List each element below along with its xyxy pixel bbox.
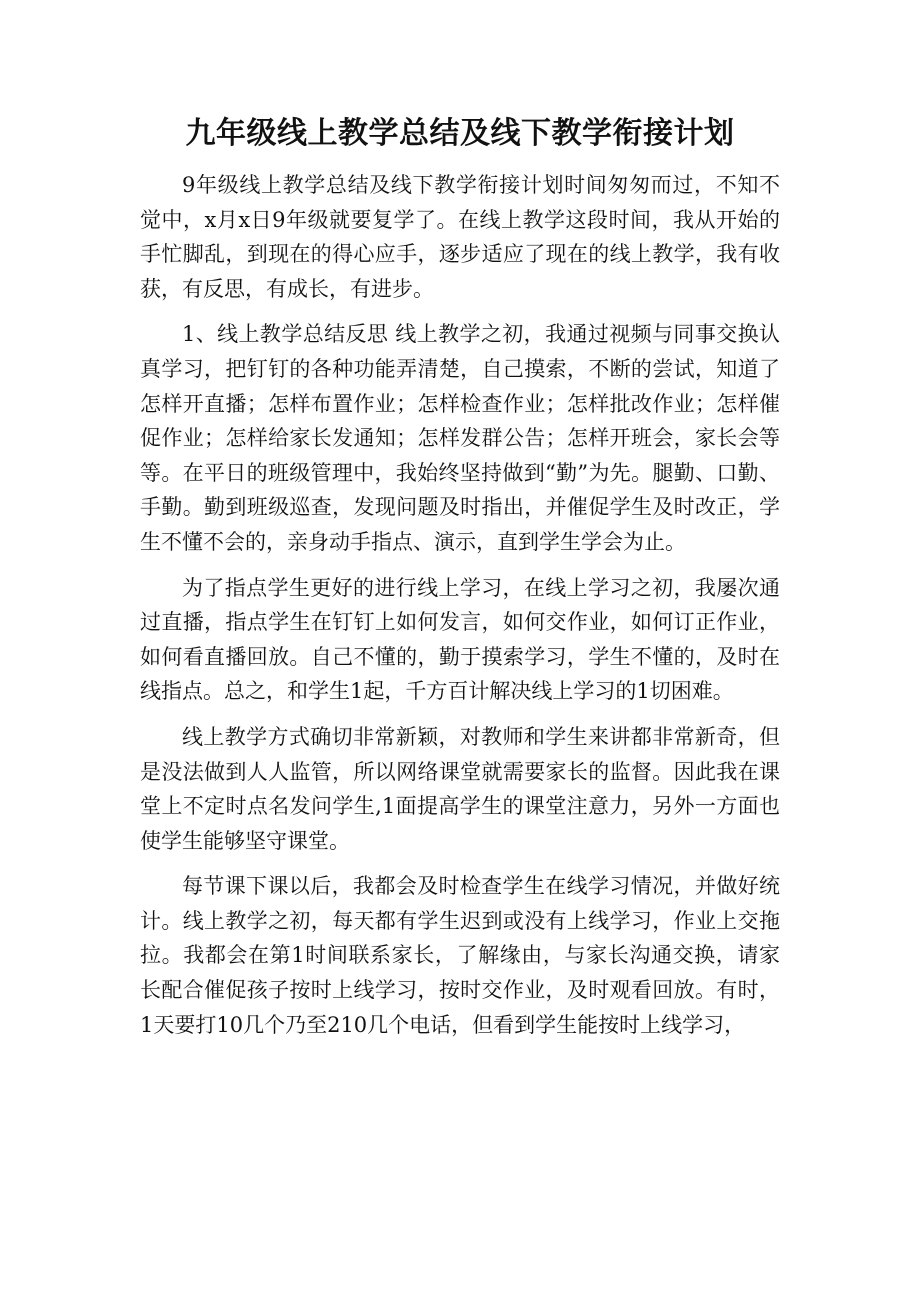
paragraph-followup: 每节课下课以后，我都会及时检查学生在线学习情况，并做好统计。线上教学之初，每天都有学生迟到或没有上线学习，作业上交拖拉。我都会在第1时间联系家长，了解缘由，与家长沟通交换，请家长配合催促孩子按时上线学习，按时交作业，及时观看回放。有时，1天要打10几个乃至210几个电话，但看到学生能按时上线学习， (140, 874, 780, 1037)
paragraph-reflection: 1、线上教学总结反思 线上教学之初，我通过视频与同事交换认真学习，把钉钉的各种功能弄清楚，自己摸索，不断的尝试，知道了怎样开直播；怎样布置作业；怎样检查作业；怎样批改作业；怎样催促作业；怎样给家长发通知；怎样发群公告；怎样开班会，家长会等等。在平日的班级管理中，我始终坚持做到“勤”为先。腿勤、口勤、手勤。勤到班级巡查，发现问题及时指出，并催促学生及时改正，学生不懂不会的，亲身动手指点、演示，直到学生学会为止。 (140, 322, 780, 554)
paragraph-intro: 9年级线上教学总结及线下教学衔接计划时间匆匆而过，不知不觉中，x月x日9年级就要复学了。在线上教学这段时间，我从开始的手忙脚乱，到现在的得心应手，逐步适应了现在的线上教学，我有收获，有反思，有成长，有进步。 (140, 173, 780, 301)
paragraph-supervision: 线上教学方式确切非常新颖，对教师和学生来讲都非常新奇，但是没法做到人人监管，所以网络课堂就需要家长的监督。因此我在课堂上不定时点名发问学生,1面提高学生的课堂注意力，另外一方面也使学生能够坚守课堂。 (140, 724, 780, 853)
document-body (140, 168, 780, 1053)
paragraph-guidance: 为了指点学生更好的进行线上学习，在线上学习之初，我屡次通过直播，指点学生在钉钉上如何发言，如何交作业，如何订正作业，如何看直播回放。自己不懂的，勤于摸索学习，学生不懂的，及时在线指点。总之，和学生1起，千方百计解决线上学习的1切困难。 (140, 575, 780, 704)
document-title: 九年级线上教学总结及线下教学衔接计划 (185, 116, 735, 151)
